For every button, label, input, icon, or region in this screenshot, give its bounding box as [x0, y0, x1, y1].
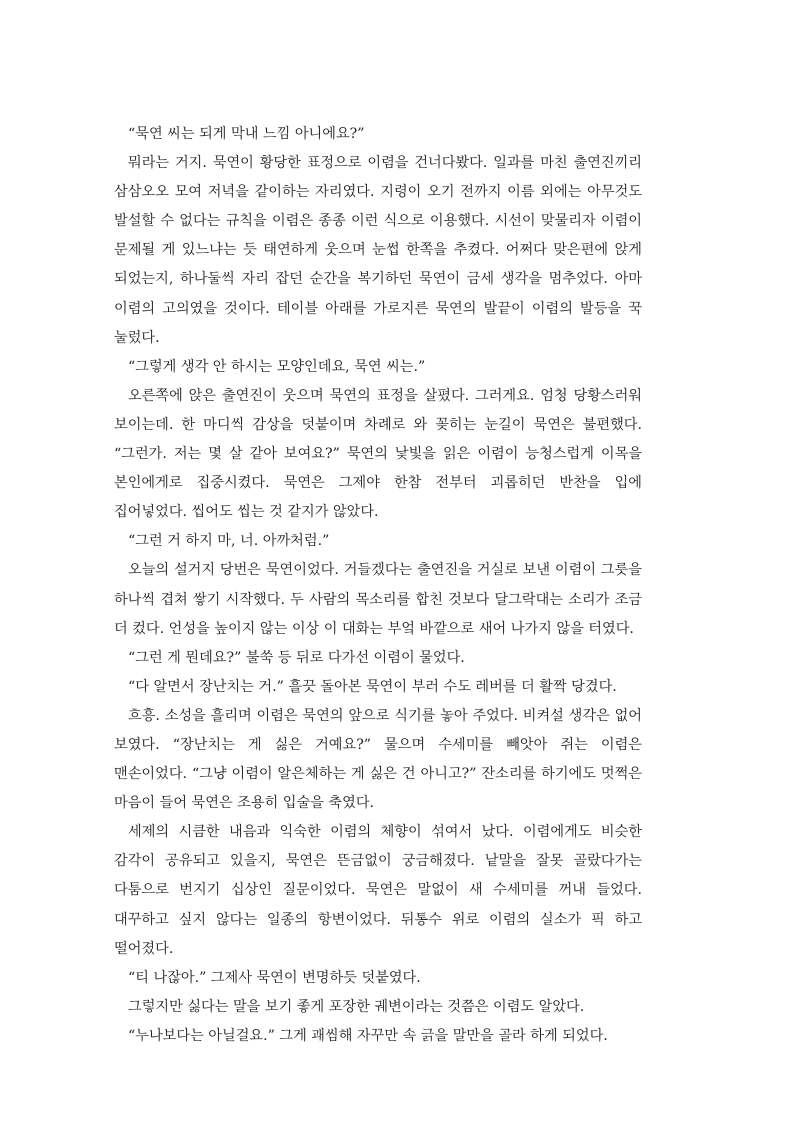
paragraph-6: 오늘의 설거지 당번은 묵연이었다. 거들겠다는 출연진을 거실로 보낸 이렴이 그릇을 하나씩 겹쳐 쌓기 시작했다. 두 사람의 목소리를 합친 것보다 달그락대는 소리가 조금 더 컸다. 언성을 높이지 않는 이상 이 대화는 부엌 바깥으로 새어 나가지 않을 터였다. — [114, 562, 642, 637]
paragraph-11: “티 나잖아.” 그제사 묵연이 변명하듯 덧붙였다. — [128, 969, 421, 986]
paragraph-9: 흐흥. 소성을 흘리며 이렴은 묵연의 앞으로 식기를 놓아 주었다. 비켜설 생각은 없어 보였다. “장난치는 게 싫은 거예요?” 물으며 수세미를 빼앗아 쥐는 이렴은 맨손이었다. “그냥 이렴이 알은체하는 게 싫은 건 아니고?” 잔소리를 하기에도 멋쩍은 마음이 들어 묵연은 조용히 입술을 축였다. — [114, 707, 642, 812]
paragraph-4: 오른쪽에 앉은 출연진이 웃으며 묵연의 표정을 살폈다. 그러게요. 엄청 당황스러워 보이는데. 한 마디씩 감상을 덧붙이며 차례로 와 꽂히는 눈길이 묵연은 불편했다. “그런가. 저는 몇 살 같아 보여요?” 묵연의 낯빛을 읽은 이렴이 능청스럽게 이목을 본인에게로 집중시켰다. 묵연은 그제야 한참 전부터 괴롭히던 반찬을 입에 집어넣었다. 씹어도 씹는 것 같지가 않았다. — [114, 387, 642, 521]
paragraph-10: 세제의 시큼한 내음과 익숙한 이렴의 체향이 섞여서 났다. 이렴에게도 비슷한 감각이 공유되고 있을지, 묵연은 뜬금없이 궁금해졌다. 낱말을 잘못 골랐다가는 다툼으로 번지기 십상인 질문이었다. 묵연은 말없이 새 수세미를 꺼내 들었다. 대꾸하고 싶지 않다는 일종의 항변이었다. 뒤통수 위로 이렴의 실소가 픽 하고 떨어졌다. — [114, 824, 642, 957]
paragraph-3: “그렇게 생각 안 하시는 모양인데요, 묵연 씨는.” — [128, 358, 426, 375]
paragraph-13: “누나보다는 아닐걸요.” 그게 괘씸해 자꾸만 속 긁을 말만을 골라 하게 되었다. — [128, 1027, 608, 1044]
paragraph-1: “묵연 씨는 되게 막내 느낌 아니에요?” — [128, 126, 365, 142]
paragraph-7: “그런 게 뭔데요?” 불쑥 등 뒤로 다가선 이렴이 물었다. — [128, 649, 465, 666]
paragraph-2: 뭐라는 거지. 묵연이 황당한 표정으로 이렴을 건너다봤다. 일과를 마친 출연진끼리 삼삼오오 모여 저녁을 같이하는 자리였다. 지령이 오기 전까지 이름 외에는 아무것도 발설할 수 없다는 규칙을 이렴은 종종 이런 식으로 이용했다. 시선이 맞물리자 이렴이 문제될 게 있느냐는 듯 태연하게 웃으며 눈썹 한쪽을 추켰다. 어쩌다 맞은편에 앉게 되었는지, 하나둘씩 자리 잡던 순간을 복기하던 묵연이 금세 생각을 멈추었다. 아마 이렴의 고의였을 것이다. 테이블 아래를 가로지른 묵연의 발끝이 이렴의 발등을 꾹 눌렀다. — [114, 155, 642, 346]
paragraph-5: “그런 거 하지 마, 너. 아까처럼.” — [128, 533, 330, 550]
paragraph-8: “다 알면서 장난치는 거.” 흘끗 돌아본 묵연이 부러 수도 레버를 더 활짝 당겼다. — [128, 678, 617, 695]
document-body — [114, 120, 642, 1051]
paragraph-12: 그렇지만 싫다는 말을 보기 좋게 포장한 궤변이라는 것쯤은 이렴도 알았다. — [128, 998, 585, 1015]
